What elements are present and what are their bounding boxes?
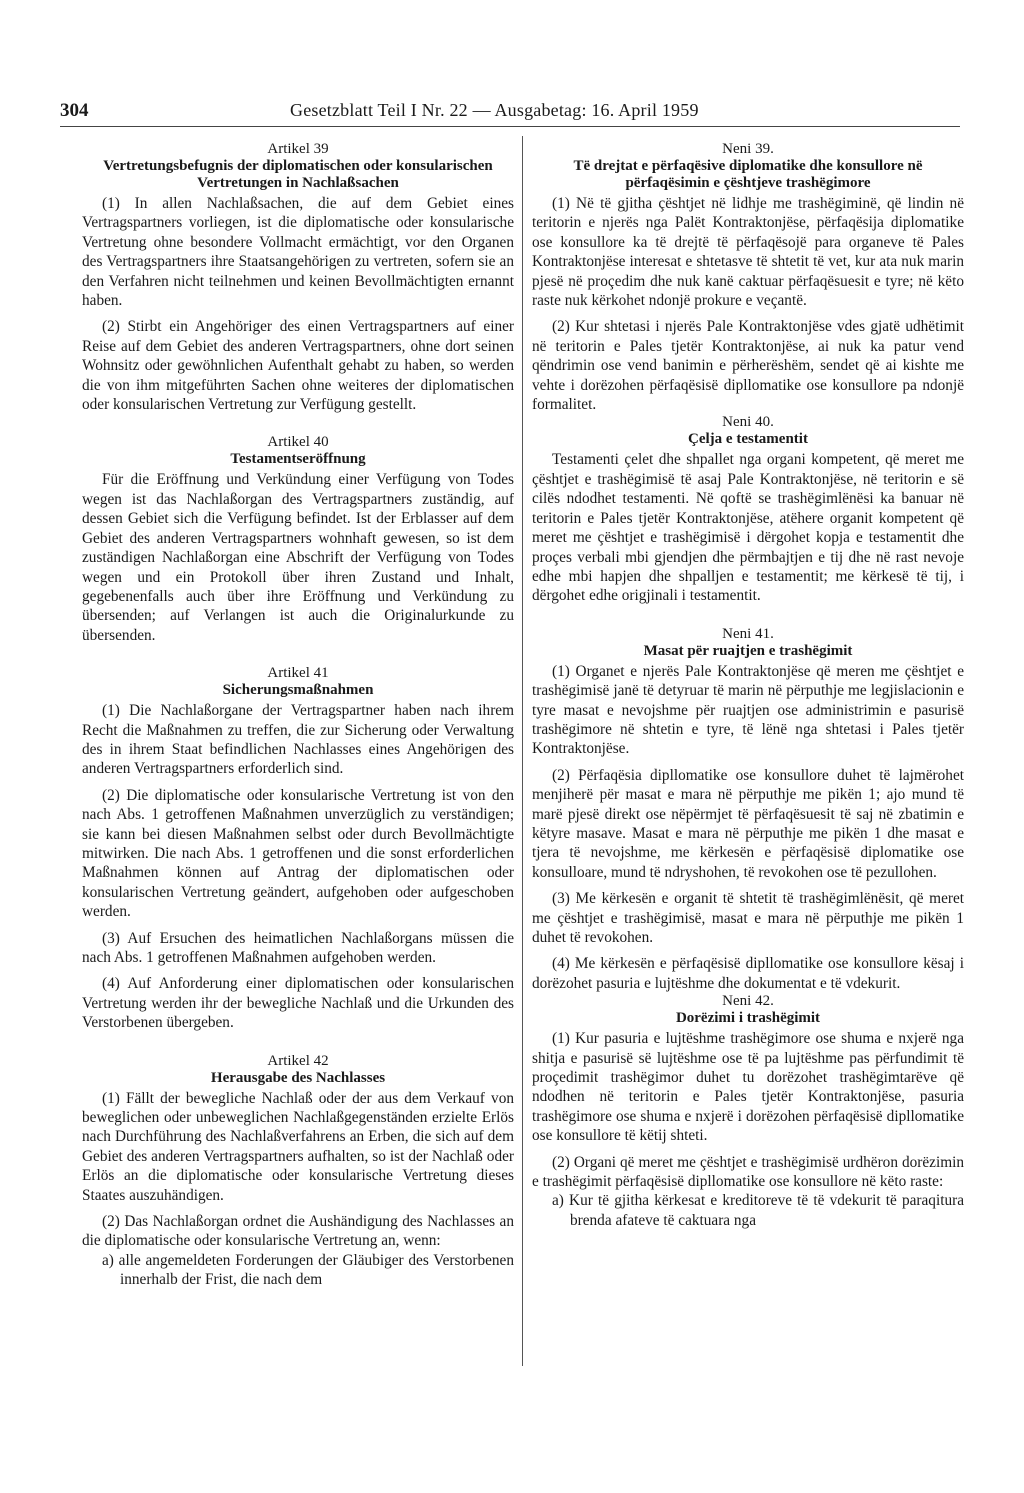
article-label: Neni 39. bbox=[722, 141, 774, 157]
article-title: Çelja e testamentit bbox=[688, 431, 808, 448]
neni-41 bbox=[532, 626, 964, 994]
paragraph: (2) Përfaqësia dipllomatike ose konsullore duhet të lajmërohet menjiherë për masat e mara në përputhje me pikën 1; ajo mund të marë pjesë direkt ose nëpërmjet të përfaqësuesit të saj në zbatimin e këtyre masave. Masat e mara në përputhje me pikën 1 dhe masat e tjera të nevojshme, me kërkesën e përfaqësisë diplomatike ose konsulloare, mund të ndryshohen, të revokohen ose të pezullohen. bbox=[532, 766, 964, 881]
paragraph: (3) Auf Ersuchen des heimatlichen Nachlaßorgans müssen die nach Abs. 1 getroffenen Maßnahmen aufgehoben werden. bbox=[82, 929, 514, 966]
article-label: Neni 42. bbox=[722, 993, 774, 1010]
artikel-42 bbox=[82, 1053, 514, 1290]
article-label: Neni 40. bbox=[722, 414, 774, 431]
neni-39 bbox=[532, 141, 964, 414]
article-label: Artikel 41 bbox=[267, 665, 329, 682]
article-title: Të drejtat e përfaqësive diplomatike dhe konsullore në përfaqësimin e çështjeve trashëgimore bbox=[573, 158, 923, 191]
paragraph: (2) Stirbt ein Angehöriger des einen Vertragspartners auf einer Reise auf dem Gebiet des anderen Vertragspartners, ohne dort seinen Wohnsitz oder gewöhnlichen Aufenthalt gehabt zu haben, so werden die von ihm mitgeführten Sachen ohne weiteres der diplomatischen oder konsularischen Vertretung zur Verfügung gestellt. bbox=[82, 318, 514, 414]
paragraph: (1) Kur pasuria e lujtëshme trashëgimore ose shuma e nxjerë nga shitja e pasurisë së lujtëshme ose të pa lujtëshme pas përfundimit të proçedimit trashëgimor duhet tu dorëzohet trashëgimtarëve që ndodhen në teritorin e Pales tjetër Kontraktonjëse, pasuria trashëgimore ose shuma e nxjerë i dorëzohen përfaqësisë dipllomatike ose konsullore të këtij shteti. bbox=[532, 1030, 964, 1145]
paragraph: (2) Die diplomatische oder konsularische Vertretung ist von den nach Abs. 1 getroffenen Maßnahmen unverzüglich zu verständigen; sie kann bei diesen Maßnahmen selbst oder durch Bevollmächtigte mitwirken. Die nach Abs. 1 getroffenen und die sonst erforderlichen Maßnahmen können auf Antrag der diplomatischen oder konsularischen Vertretung geändert, aufgehoben oder aufgeschoben werden. bbox=[82, 786, 514, 921]
paragraph: (1) In allen Nachlaßsachen, die auf dem Gebiet eines Vertragspartners vorliegen, ist die diplomatische oder konsularische Vertretung ohne besondere Vollmacht ermächtigt, vor den Organen des Vertragspartners ihre Staatsangehörigen zu vertreten, sofern sie an den Verfahren nicht teilnehmen und keinen Bevollmächtigten ernannt haben. bbox=[82, 195, 514, 310]
page-header bbox=[60, 100, 960, 127]
paragraph: (1) Organet e njerës Pale Kontraktonjëse që meren me çështjet e trashëgimisë janë të detyruar të marin në përputhje me legjislacionin e tyre masat e nevojshme për ruajtjen ose administrimin e pasurisë trashëgimore në shtetin e tyre, të lënë nga shtetasi i Pales tjetër Kontraktonjëse. bbox=[532, 662, 964, 758]
paragraph: Für die Eröffnung und Verkündung einer Verfügung von Todes wegen ist das Nachlaßorgan des Vertragspartners zuständig, auf dessen Gebiet sich die Verfügung befindet. Ist der Erblasser auf dem Gebiet des anderen Vertragspartners wohnhaft gewesen, so ist dem zuständigen Nachlaßorgan eine Abschrift der Verfügung von Todes wegen und ein Protokoll über ihren Zustand und Inhalt, gegebenenfalls auch über ihre Eröffnung und Verkündung zu übersenden; auf Verlangen ist auch die Originalurkunde zu übersenden. bbox=[82, 471, 514, 644]
paragraph: (1) Die Nachlaßorgane der Vertragspartner haben nach ihrem Recht die Maßnahmen zu treffen, die zur Sicherung oder Verwaltung des in ihrem Staat befindlichen Nachlasses eines Angehörigen des anderen Vertragspartners erforderlich sind. bbox=[82, 702, 514, 778]
article-title: Herausgabe des Nachlasses bbox=[210, 1069, 386, 1086]
artikel-40 bbox=[82, 434, 514, 645]
page-number: 304 bbox=[60, 100, 89, 121]
running-head: Gesetzblatt Teil I Nr. 22 — Ausgabetag: 16. April 1959 bbox=[290, 100, 699, 120]
artikel-41 bbox=[82, 665, 514, 1033]
paragraph: (4) Auf Anforderung einer diplomatischen oder konsularischen Vertretung werden ihr der bewegliche Nachlaß und die Urkunden des Verstorbenen übergeben. bbox=[82, 975, 514, 1032]
paragraph: (4) Me kërkesën e përfaqësisë dipllomatike ose konsullore kësaj i dorëzohet pasuria e lujtëshme dhe dokumentat e të vdekurit. bbox=[532, 955, 964, 992]
article-label: Artikel 39 bbox=[267, 141, 329, 157]
neni-42 bbox=[532, 993, 964, 1230]
article-title: Vertretungsbefugnis der diplomatischen oder konsularischen Vertretungen in Nachlaßsachen bbox=[103, 158, 493, 191]
paragraph: (2) Das Nachlaßorgan ordnet die Aushändigung des Nachlasses an die diplomatische oder konsularische Vertretung an, wenn: bbox=[82, 1213, 514, 1250]
article-title: Dorëzimi i trashëgimit bbox=[675, 1010, 821, 1027]
article-label: Artikel 42 bbox=[267, 1052, 329, 1069]
paragraph: (2) Organi që meret me çështjet e trashëgimisë urdhëron dorëzimin e trashëgimit përfaqësisë dipllomatike ose konsullore në këto raste: bbox=[532, 1153, 964, 1191]
paragraph: (1) Fällt der bewegliche Nachlaß oder der aus dem Verkauf von beweglichen oder unbeweglichen Nachlaßgegenständen erzielte Erlös nach Durchführung des Nachlaßverfahrens an Erben, die sich auf dem Gebiet des anderen Vertragspartners aufhalten, so ist der Nachlaß oder Erlös an die diplomatische oder konsularische Vertretung dieses Staates auszuhändigen. bbox=[82, 1089, 514, 1204]
paragraph: Testamenti çelet dhe shpallet nga organi kompetent, që meret me çështjet e trashëgimisë të asaj Pale Kontraktonjëse, në teritorin e së cilës ndodhet testamenti. Në qoftë se trashëgimlënësi ka banuar në teritorin e Pales tjetër Kontraktonjëse, atëhere organit kompetent që meret me çështjet e trashëgimisë i dërgohet kopja e testamentit dhe proçes verbali mbi gjendjen dhe përmbajtjen e tij dhe në rast nevoje edhe mbi hapjen dhe shpalljen e testamentit; me kërkesë të tij, i dërgohet edhe origjinali i testamentit. bbox=[532, 451, 964, 605]
albanian-column bbox=[532, 141, 964, 1230]
paragraph: (2) Kur shtetasi i njerës Pale Kontraktonjëse vdes gjatë udhëtimit në teritorin e Pales tjetër Kontraktonjëse, ai nuk ka patur vend qëndrimin ose vend banimin e përherëshëm, sendet që ai kishte me vehte i dorëzohen përfaqësisë dipllomatike ose konsullore pa ndonjë formalitet. bbox=[532, 318, 964, 414]
german-column bbox=[82, 141, 514, 1290]
artikel-39 bbox=[82, 141, 514, 414]
neni-40 bbox=[532, 414, 964, 605]
column-divider bbox=[522, 136, 523, 1366]
article-label: Artikel 40 bbox=[267, 434, 329, 451]
article-title: Sicherungsmaßnahmen bbox=[222, 682, 374, 699]
article-label: Neni 41. bbox=[722, 625, 774, 642]
paragraph: (1) Në të gjitha çështjet në lidhje me trashëgiminë, që lindin në teritorin e njerës nga Palët Kontraktonjëse, përfaqësija diplomatike ose konsullore ka të drejtë të përfaqësojë para organeve të Pales Kontraktonjëse interesat e shtetasve të shtetit të vet, kur ata nuk marin pjesë në proçedim dhe nuk kanë caktuar përfaqësuesit e tyre; në këto raste nuk kërkohet ndonjë prokure e veçantë. bbox=[532, 195, 964, 310]
paragraph: (3) Me kërkesën e organit të shtetit të trashëgimlënësit, që meret me çështjet e trashëgimisë, masat e mara në përputhje me pikën 1 duhet të revokohen. bbox=[532, 890, 964, 946]
list-item: a) alle angemeldeten Forderungen der Gläubiger des Verstorbenen innerhalb der Frist, die nach dem bbox=[102, 1251, 514, 1289]
article-title: Testamentseröffnung bbox=[230, 451, 366, 468]
article-title: Masat për ruajtjen e trashëgimit bbox=[643, 642, 853, 659]
list-item: a) Kur të gjitha kërkesat e kreditoreve të të vdekurit të paraqitura brenda afateve të caktuara nga bbox=[552, 1192, 964, 1229]
